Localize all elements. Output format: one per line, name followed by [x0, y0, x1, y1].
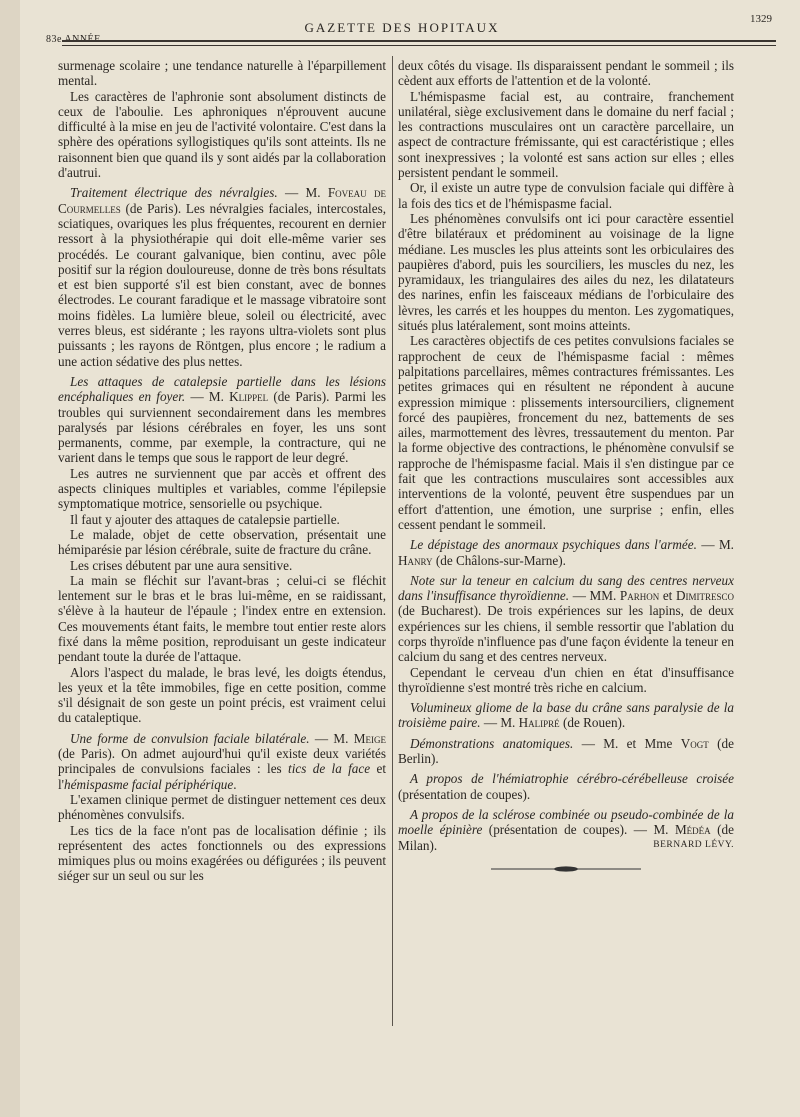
- dash: — M.: [185, 389, 230, 405]
- dash: — M.: [627, 822, 675, 838]
- paragraph: La main se fléchit sur l'avant-bras ; celui-ci se fléchit lentement sur le bras et le bras lui-même, en se raidissant, s'élève à la hauteur de l'épaule ; l'index entre en extension. Ces mouvements étant faits, le membre tout entier reste alors fixé dans la même position, reproduisant un geste indicateur pendant toute la durée de l'attaque.: [58, 572, 386, 665]
- section-hanry: [398, 537, 734, 568]
- paragraph: deux côtés du visage. Ils disparaissent pendant le sommeil ; ils cèdent aux efforts de l'attention et de la volonté.: [398, 58, 734, 89]
- right-column: [398, 58, 734, 878]
- section-text: (de Paris). Parmi les troubles qui surviennent secondairement dans les membres paralysés par lésions cérébrales en foyer, les uns sont permanents, comme, par exemple, la contracture, qui ne varient dans le temps que sous le rapport de leur degré.: [58, 389, 386, 466]
- paragraph: Cependant le cerveau d'un chien en état d'insuffisance thyroïdienne s'est montré très riche en calcium.: [398, 664, 734, 695]
- paragraph: Les tics de la face n'ont pas de localisation définie ; ils représentent des actes fonctionnels ou des expressions mimiques plus ou moins exagérées ou défigurées ; ils peuvent siéger sur un seul ou sur les: [58, 822, 386, 884]
- dash: — M.: [309, 730, 354, 746]
- author-name: Klippel: [229, 389, 269, 405]
- journal-title: GAZETTE DES HOPITAUX: [304, 20, 500, 35]
- section-hemiatrophie: [398, 771, 734, 802]
- ornament-line-icon: [491, 865, 641, 873]
- section-title: Le dépistage des anormaux psychiques dans l'armée.: [410, 537, 697, 553]
- section-title: Note sur la teneur en calcium du sang des centres nerveux dans l'insuffisance thyroïdienne.: [398, 572, 734, 604]
- dash: — M.: [480, 715, 519, 731]
- dash: — MM.: [569, 588, 620, 604]
- paragraph: Les caractères objectifs de ces petites convulsions faciales se rapprochent de ceux de l'hémispasme facial : mêmes palpitations parcellaires, mêmes contractures frémissantes. Les petites grimaces qui en résultent ne répondent à aucune expression mimique : plissements intersourciliers, clignement forcé des paupières, froncement du nez, battements de ses ailes, marmottement des lèvres, tressautement du menton. Par la forme objective des contractions, le phénomène convulsif se rapproche de l'hémispasme facial. Mais il s'en distingue par ce fait que les contractions musculaires sont accessibles aux interventions de la volonté, peuvent être suspendues par un effort d'attention, une émotion, une surprise ; enfin, elles cessent pendant le sommeil.: [398, 333, 734, 532]
- author-name: Médéa: [674, 822, 711, 838]
- section-text: (de Rouen).: [559, 715, 626, 731]
- page-number: 1329: [750, 13, 772, 25]
- author-name: Hanry: [398, 552, 433, 568]
- header-rule-thin: [62, 45, 776, 46]
- author-name: Foveau de Courmelles: [58, 185, 386, 216]
- period: .: [233, 776, 237, 792]
- paragraph: Il faut y ajouter des attaques de catalepsie partielle.: [70, 511, 340, 527]
- section-sclerose: [398, 807, 734, 853]
- section-meige: [58, 731, 386, 792]
- section-text: (présentation de coupes).: [482, 822, 628, 838]
- paragraph: Le malade, objet de cette observation, présentait une hémiparésie par lésion cérébrale, suite de fracture du crâne.: [58, 526, 386, 558]
- section-vogt: [398, 736, 734, 767]
- term-hemispasme: hémispasme facial périphérique: [64, 776, 234, 792]
- paragraph: Or, il existe un autre type de convulsion faciale qui diffère à la fois des tics et de l'hémispasme facial.: [398, 180, 734, 211]
- end-ornament: [398, 863, 734, 878]
- paragraph: L'examen clinique permet de distinguer nettement ces deux phénomènes convulsifs.: [58, 791, 386, 823]
- section-title: A propos de l'hémiatrophie cérébro-cérébelleuse croisée: [410, 771, 734, 787]
- paragraph: Les autres ne surviennent que par accès et offrent des aspects cliniques multiples et variables, comme l'épilepsie symptomatique motrice, sensorielle ou psychique.: [58, 465, 386, 512]
- dash: — M.: [277, 185, 328, 201]
- section-text: (de Bucharest). De trois expériences sur les lapins, de deux expériences sur les chiens, il semble ressortir que l'ablation du corps thyroïde n'influence pas d'une façon évidente la teneur en calcium du sang et des centres nerveux.: [398, 603, 734, 665]
- paragraph: surmenage scolaire ; une tendance naturelle à l'éparpillement mental.: [58, 58, 386, 89]
- signature: BERNARD LÉVY.: [653, 839, 734, 850]
- paragraph: L'hémispasme facial est, au contraire, franchement unilatéral, siège exclusivement dans le domaine du nerf facial ; les contractions musculaires ont un caractère parcellaire, un aspect de contracture frémissante, qui est caractéristique ; elles sont inexpressives ; la volonté est sans action sur elles ; elles persistent pendant le sommeil.: [398, 88, 734, 181]
- left-column: [58, 58, 386, 884]
- author-name: Meige: [353, 730, 386, 746]
- column-divider: [392, 56, 393, 1026]
- conjunction: et: [659, 588, 676, 604]
- section-text: (de Berlin).: [398, 735, 734, 767]
- author-city: (de Milan).: [398, 822, 734, 853]
- dash: — M. et Mme: [573, 735, 681, 751]
- paragraph: Les crises débutent par une aura sensitive.: [70, 557, 293, 573]
- author-name: Vogt: [680, 735, 709, 751]
- paragraph: Les phénomènes convulsifs ont ici pour caractère essentiel d'être bilatéraux et prédominent au voisinage de la ligne médiane. Les muscles les plus atteints sont les orbiculaires des paupières d'abord, puis les sourciliers, les muscles du nez, les pyramidaux, les triangulaires des ailes du nez, les dilatateurs des narines, enfin les faisceaux médians de l'orbiculaire des lèvres, les carrés et les houppes du menton. Les zygomatiques, situés plus latéralement, sont moins atteints.: [398, 210, 734, 334]
- section-parhon: [398, 573, 734, 665]
- section-text: (de Châlons-sur-Marne).: [432, 552, 566, 568]
- section-title: Volumineux gliome de la base du crâne sans paralysie de la troisième paire.: [398, 700, 734, 731]
- dash: — M.: [696, 537, 734, 553]
- conjunction: et l': [58, 761, 386, 792]
- year-label: 83e ANNÉE.: [46, 34, 104, 45]
- page-header: [22, 0, 782, 52]
- section-foveau: [58, 185, 386, 369]
- author-name: Parhon: [619, 588, 660, 604]
- section-text: (de Paris). On admet aujourd'hui qu'il existe deux variétés principales de convulsions faciales : les: [58, 746, 386, 777]
- section-title: Démonstrations anatomiques.: [410, 735, 574, 751]
- paragraph: Alors l'aspect du malade, le bras levé, les doigts étendus, les yeux et la tête immobiles, fige en cette position, comme s'il désignait de son geste un point précis, est vraiment celui du cataleptique.: [58, 664, 386, 726]
- section-halipre: [398, 700, 734, 731]
- header-rule-thick: [62, 40, 776, 42]
- section-title: Traitement électrique des névralgies.: [70, 185, 278, 201]
- paragraph: Les caractères de l'aphronie sont absolument distincts de ceux de l'aboulie. Les aphroniques n'éprouvent aucune difficulté à la mise en jeu de l'activité volontaire. C'est dans la sphère des opérations syllogistiques qu'ils sont atteints. Ils ne raisonnent bien que quand ils y sont aidés par la collaboration d'autrui.: [58, 88, 386, 181]
- term-tics: tics de la face: [288, 761, 371, 777]
- section-title: A propos de la sclérose combinée ou pseudo-combinée de la moelle épinière: [398, 806, 734, 838]
- section-title: Les attaques de catalepsie partielle dans les lésions encéphaliques en foyer.: [58, 373, 386, 405]
- section-text: (présentation de coupes).: [398, 786, 531, 802]
- author-name: Halipré: [518, 715, 560, 731]
- section-text: (de Paris). Les névralgies faciales, intercostales, sciatiques, ovariques les plus fréquentes, recourent en dernier ressort à la physiothérapie qui doit elle-même varier ses procédés. Le courant galvanique, bien continu, avec pôle positif sur la région douloureuse, donne de très bons résultats et est bien supporté s'il est bien constant, avec de bonnes électrodes. Le courant faradique et le massage vibratoire sont moins fidèles. La lumière bleue, soleil ou électricité, avec verres bleus, est sidérante ; les rayons ultra-violets sont plus puissants ; les rayons de Röntgen, plus encore ; le radium a une action sédative des plus nettes.: [58, 200, 386, 369]
- section-title: Une forme de convulsion faciale bilatérale.: [70, 730, 310, 746]
- section-klippel: [58, 374, 386, 466]
- author-name: Dimitresco: [675, 588, 734, 604]
